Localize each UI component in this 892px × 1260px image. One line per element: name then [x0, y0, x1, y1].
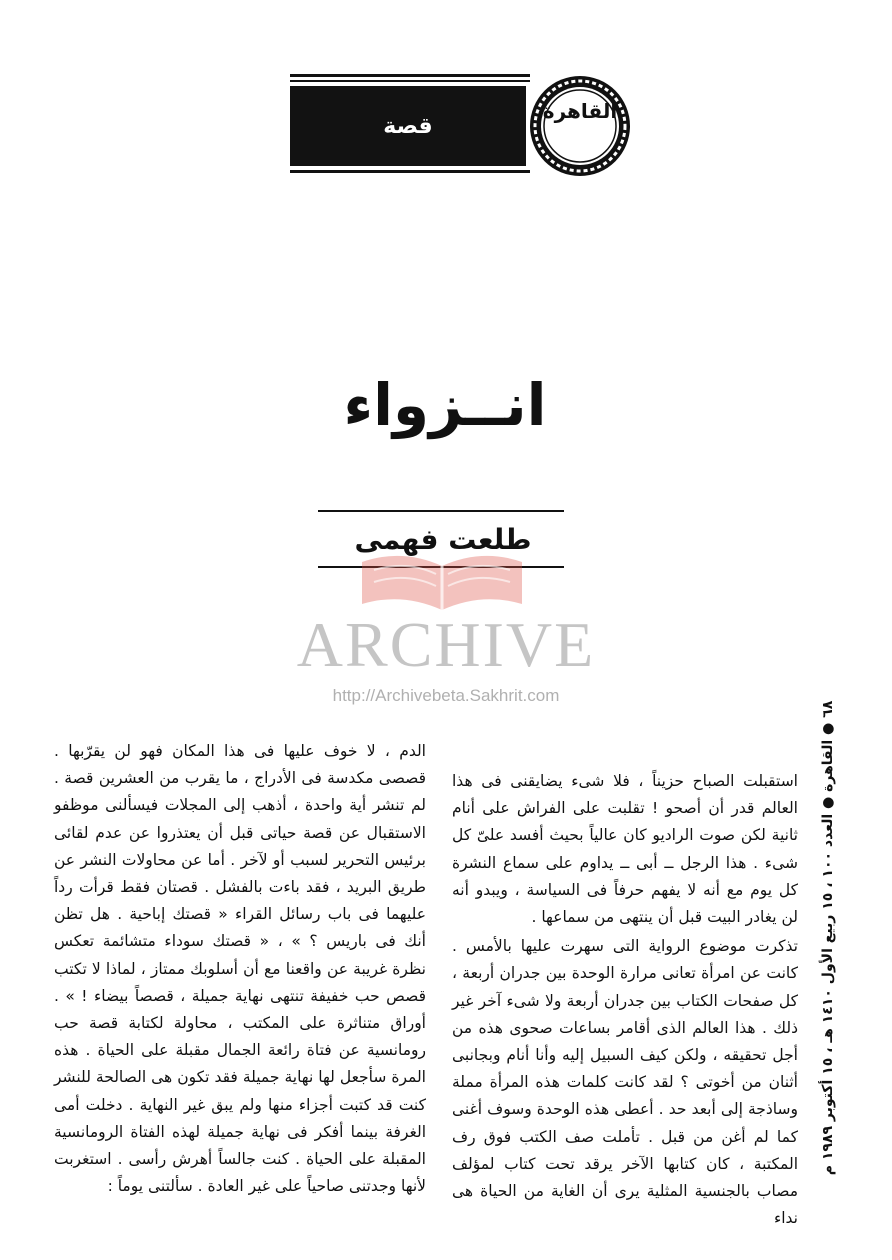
watermark-book-icon: [352, 548, 532, 616]
body-paragraph: استقبلت الصباح حزيناً ، فلا شىء يضايقنى فى هذا العالم قدر أن أصحو ! تقلبت على الفراش على أنام ثانية لكن صوت الراديو كان عالياً بحيث أفسد علىّ كل شىء . هذا الرجل ــ أبى ــ يداوم على سماع النشرة كل يوم مع أنه لا يفهم حرفاً فى السياسة ، ويبدو أنه لن يغادر البيت قبل أن ينتهى من سماعها .: [452, 772, 798, 927]
section-label: قصة: [383, 113, 433, 139]
magazine-seal-logo: [528, 74, 632, 178]
magazine-logo-text: القاهرة: [542, 99, 618, 123]
header-top-rule: [290, 74, 530, 77]
body-paragraph: تذكرت موضوع الرواية التى سهرت عليها بالأمس . كانت عن امرأة تعانى مرارة الوحدة بين جدران أربعة ، كل صفحات الكتاب بين جدران أربعة ولا شىء آخر غير ذلك . هذا العالم الذى أقامر بساعات صحوى هذه من أجل تحقيقه ، ولكن كيف السبيل إليه وأنا أنام وبجانبى أثنان من أخوتى ؟ لقد كانت كلمات هذه المرأة مملة وساذجة إلى أبعد حد . أعطى هذه الوحدة وسوف أغنى كما لم أغن من قبل . تأملت صف الكتب فوق رف المكتبة ، كان كتابها الآخر يرقد تحت كتاب لمؤلف مصاب بالجنسية المثلية يرى أن الغاية من الحياة هى نداء: [452, 937, 798, 1228]
watermark-url: http://Archivebeta.Sakhrit.com: [332, 686, 560, 705]
article-title: انــزواء: [343, 371, 547, 439]
watermark-word: ARCHIVE: [296, 609, 596, 680]
body-paragraph: الدم ، لا خوف عليها فى هذا المكان فهو لن يقرّبها . قصصى مكدسة فى الأدراج ، ما يقرب من العشرين قصة . لم تنشر أية واحدة ، أذهب إلى المجلات فيسألنى موظفو الاستقبال عن قصة حياتى قبل أن يعتذروا عن عدم لقائى برئيس التحرير لسبب أو لآخر . أما عن محاولات النشر عن طريق البريد ، فقد باءت بالفشل . قصتان فقط قرأت رداً عليهما فى باب رسائل القراء « قصتك إباحية . هل تظن أنك فى باريس ؟ » ، « قصتك سوداء متشائمة تعكس نظرة غريبة عن واقعنا مع أن أسلوبك ممتاز ، لماذا لا تكتب قصص حب خفيفة تنتهى نهاية جميلة ، قصصاً بيضاء ! » . أوراق متناثرة على المكتب ، محاولة لكتابة قصة حب رومانسية عن فتاة رائعة الجمال مقبلة على الحياة . هذه المرة سأجعل لها نهاية جميلة فقد تكون هى الصالحة للنشر كنت قد كتبت أجزاء منها ولم يبق غير النهاية . دخلت أمى الغرفة بينما أفكر فى نهاية جميلة لهذه الفتاة الرومانسية المقبلة على الحياة . كنت جالساً أهرش رأسى . استغربت لأنها وجدتنى صاحياً على غير العادة . سألتنى يوماً :: [54, 742, 426, 1196]
header-bottom-rule: [290, 170, 530, 173]
section-band: [290, 86, 526, 166]
body-column-left: [54, 738, 426, 1200]
side-running-head: [811, 692, 845, 1184]
body-column-right: [452, 768, 798, 1232]
author-top-rule: [318, 510, 564, 512]
header-top-rule-2: [290, 80, 530, 82]
article-author: طلعت فهمى: [354, 523, 532, 556]
side-running-text: ٦٨ ● القاهرة ● العدد ١٠٠ ، ١٥ ربيع الأول ١٤١٠ هـ ، ١٥ أكتوبر ١٩٨٩ م: [820, 700, 836, 1176]
